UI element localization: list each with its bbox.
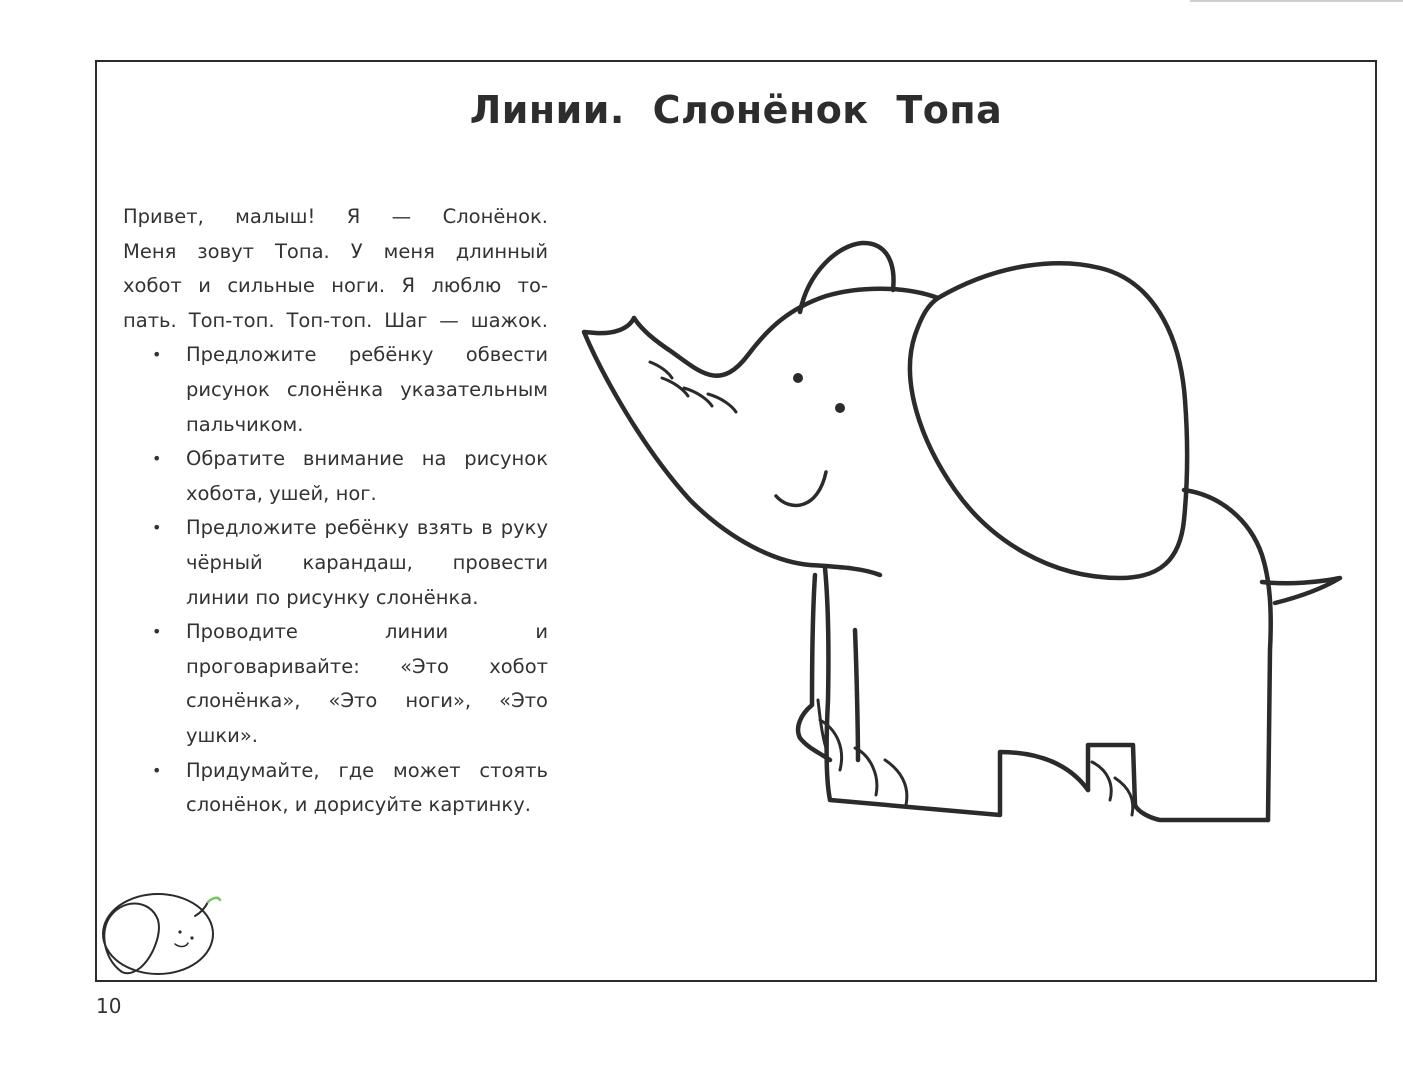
text-column — [123, 200, 548, 823]
elephant-head — [634, 289, 938, 376]
bullet-icon: • — [152, 345, 162, 365]
elephant-tail — [1262, 578, 1340, 603]
elephant-outline-icon — [580, 240, 1360, 840]
elephant-eyelash — [708, 394, 736, 412]
tip-item — [123, 615, 548, 753]
elephant-rear-leg — [1088, 745, 1268, 820]
elephant-eye — [835, 403, 845, 413]
tip-text: Предложите ребёнку взять в руку чёрный карандаш, провести линии по рисунку слонёнка. — [186, 516, 548, 609]
bullet-icon: • — [152, 622, 162, 642]
bullet-icon: • — [152, 518, 162, 538]
elephant-toenail — [885, 760, 907, 805]
bullet-icon: • — [152, 449, 162, 469]
tip-text: Проводите линии и проговаривайте: «Это хобот слонёнка», «Это ноги», «Это ушки». — [186, 620, 548, 747]
intro-line: Меня зовут Топа. У меня длинный — [123, 239, 548, 263]
elephant-toenail — [1092, 762, 1111, 800]
elephant-back — [1184, 490, 1271, 820]
top-edge-line — [1190, 0, 1403, 2]
tips-list — [123, 338, 548, 822]
intro-paragraph — [123, 200, 548, 338]
tip-item — [123, 338, 548, 442]
page-title: Линии. Слонёнок Топа — [469, 88, 1003, 132]
tip-text: Обратите внимание на рисунок хобота, ушей, ног. — [186, 447, 548, 505]
elephant-belly — [825, 568, 1088, 815]
elephant-eye — [793, 373, 803, 383]
elephant-eyelash — [650, 362, 672, 378]
elephant-trunk-tip — [584, 318, 880, 575]
tip-text: Предложите ребёнку обвести рисунок слонёнка указательным пальчиком. — [186, 343, 548, 436]
elephant-front-leg — [855, 630, 858, 760]
elephant-toenail — [820, 720, 842, 770]
intro-line: Привет, малыш! Я — Слонёнок. — [123, 205, 548, 228]
elephant-toenail — [1115, 778, 1133, 815]
elephant-smile — [776, 472, 826, 505]
tip-item — [123, 511, 548, 615]
intro-line: пать. Топ-топ. Топ-топ. Шаг — шажок. — [123, 308, 548, 332]
tip-item — [123, 754, 548, 823]
elephant-ear — [910, 263, 1187, 578]
tip-text: Придумайте, где может стоять слонёнок, и дорисуйте картинку. — [186, 758, 548, 817]
bullet-icon: • — [152, 760, 162, 780]
elephant-mascot-icon — [100, 880, 225, 980]
intro-line: хобот и сильные ноги. Я люблю то- — [123, 274, 548, 298]
tip-item — [123, 442, 548, 511]
page-number: 10 — [96, 994, 122, 1018]
